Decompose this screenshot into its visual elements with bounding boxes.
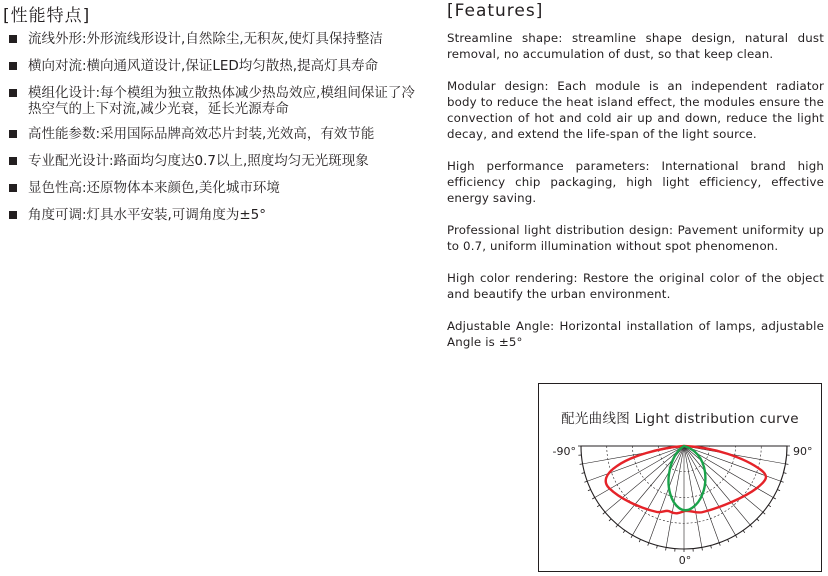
cn-feature-item [8,31,428,47]
cn-feature-item [8,85,428,117]
cn-feature-text: 流线外形:外形流线形设计,自然除尘,无积灰,使灯具保持整洁 [28,31,383,47]
grid-tick [584,481,587,482]
square-bullet-icon [9,89,17,97]
grid-tick [777,490,780,491]
grid-tick [757,519,759,521]
cn-feature-list [8,31,428,234]
square-bullet-icon [9,184,17,192]
cn-feature-item [8,207,428,223]
grid-tick [781,481,784,482]
cn-feature-text: 横向对流:横向通风道设计,保证LED均匀散热,提高灯具寿命 [28,58,379,74]
grid-tick [702,547,703,550]
en-feature-list [447,30,824,366]
en-feature-paragraph: Modular design: Each module is an independent radiator body to reduce the heat island effect, the modules ensure the convection of hot and cold air up and down, reduce the light decay, and extend the life-span of the light source. [447,79,824,141]
grid-tick [773,498,776,500]
grid-tick [666,547,667,550]
features-heading-cn: [性能特点] [3,6,91,26]
grid-tick [639,539,640,542]
angle-label-right: 90° [793,445,813,458]
angle-label-bottom: 0° [678,554,692,567]
cn-feature-item [8,180,428,196]
grid-tick [657,545,658,548]
grid-tick [648,543,649,546]
grid-tick [588,490,591,491]
grid-tick [580,464,583,465]
square-bullet-icon [9,130,17,138]
square-bullet-icon [9,211,17,219]
cn-feature-item [8,58,428,74]
green-distribution-curve [668,446,705,510]
grid-tick [728,539,729,542]
grid-tick [768,505,770,507]
square-bullet-icon [9,62,17,70]
grid-tick [597,505,599,507]
polar-curve-plot [539,384,823,573]
cn-feature-text: 角度可调:灯具水平安装,可调角度为±5° [28,207,266,223]
grid-tick [609,519,611,521]
light-distribution-chart [538,383,822,572]
grid-tick [592,498,595,500]
cn-feature-item [8,126,428,142]
square-bullet-icon [9,157,17,165]
en-feature-paragraph: High performance parameters: International brand high efficiency chip packaging, high light efficiency, effective energy saving. [447,159,824,205]
grid-tick [750,525,752,527]
grid-tick [623,530,625,532]
en-feature-paragraph: Streamline shape: streamline shape design, natural dust removal, no accumulation of dust, so that keep clean. [447,31,824,61]
cn-feature-text: 模组化设计:每个模组为独立散热体减少热岛效应,模组间保证了冷热空气的上下对流,减少光衰，延长光源寿命 [28,85,415,117]
grid-tick [783,473,786,474]
cn-feature-item [8,153,428,169]
grid-tick [582,473,585,474]
cn-feature-text: 专业配光设计:路面均匀度达0.7以上,照度均匀无光斑现象 [28,153,369,169]
en-feature-paragraph: Professional light distribution design: Pavement uniformity up to 0.7, uniform illumination without spot phenomenon. [447,223,824,253]
grid-tick [631,535,633,538]
en-feature-paragraph: Adjustable Angle: Horizontal installation of lamps, adjustable Angle is ±5° [447,319,824,349]
cn-feature-text: 显色性高:还原物体本来颜色,美化城市环境 [28,180,280,196]
grid-tick [736,535,738,538]
grid-tick [711,545,712,548]
grid-tick [763,512,765,514]
features-heading-en: [Features] [447,1,544,21]
grid-tick [743,530,745,532]
en-feature-paragraph: High color rendering: Restore the original color of the object and beautify the urban environment. [447,271,824,301]
square-bullet-icon [9,35,17,43]
grid-tick [719,543,720,546]
cn-feature-text: 高性能参数:采用国际品牌高效芯片封装,光效高，有效节能 [28,126,375,142]
grid-tick [785,464,788,465]
grid-tick [603,512,605,514]
angle-label-left: -90° [552,445,576,458]
grid-tick [616,525,618,527]
chart-title: 配光曲线图 Light distribution curve [561,411,799,427]
polar-grid [578,446,790,552]
